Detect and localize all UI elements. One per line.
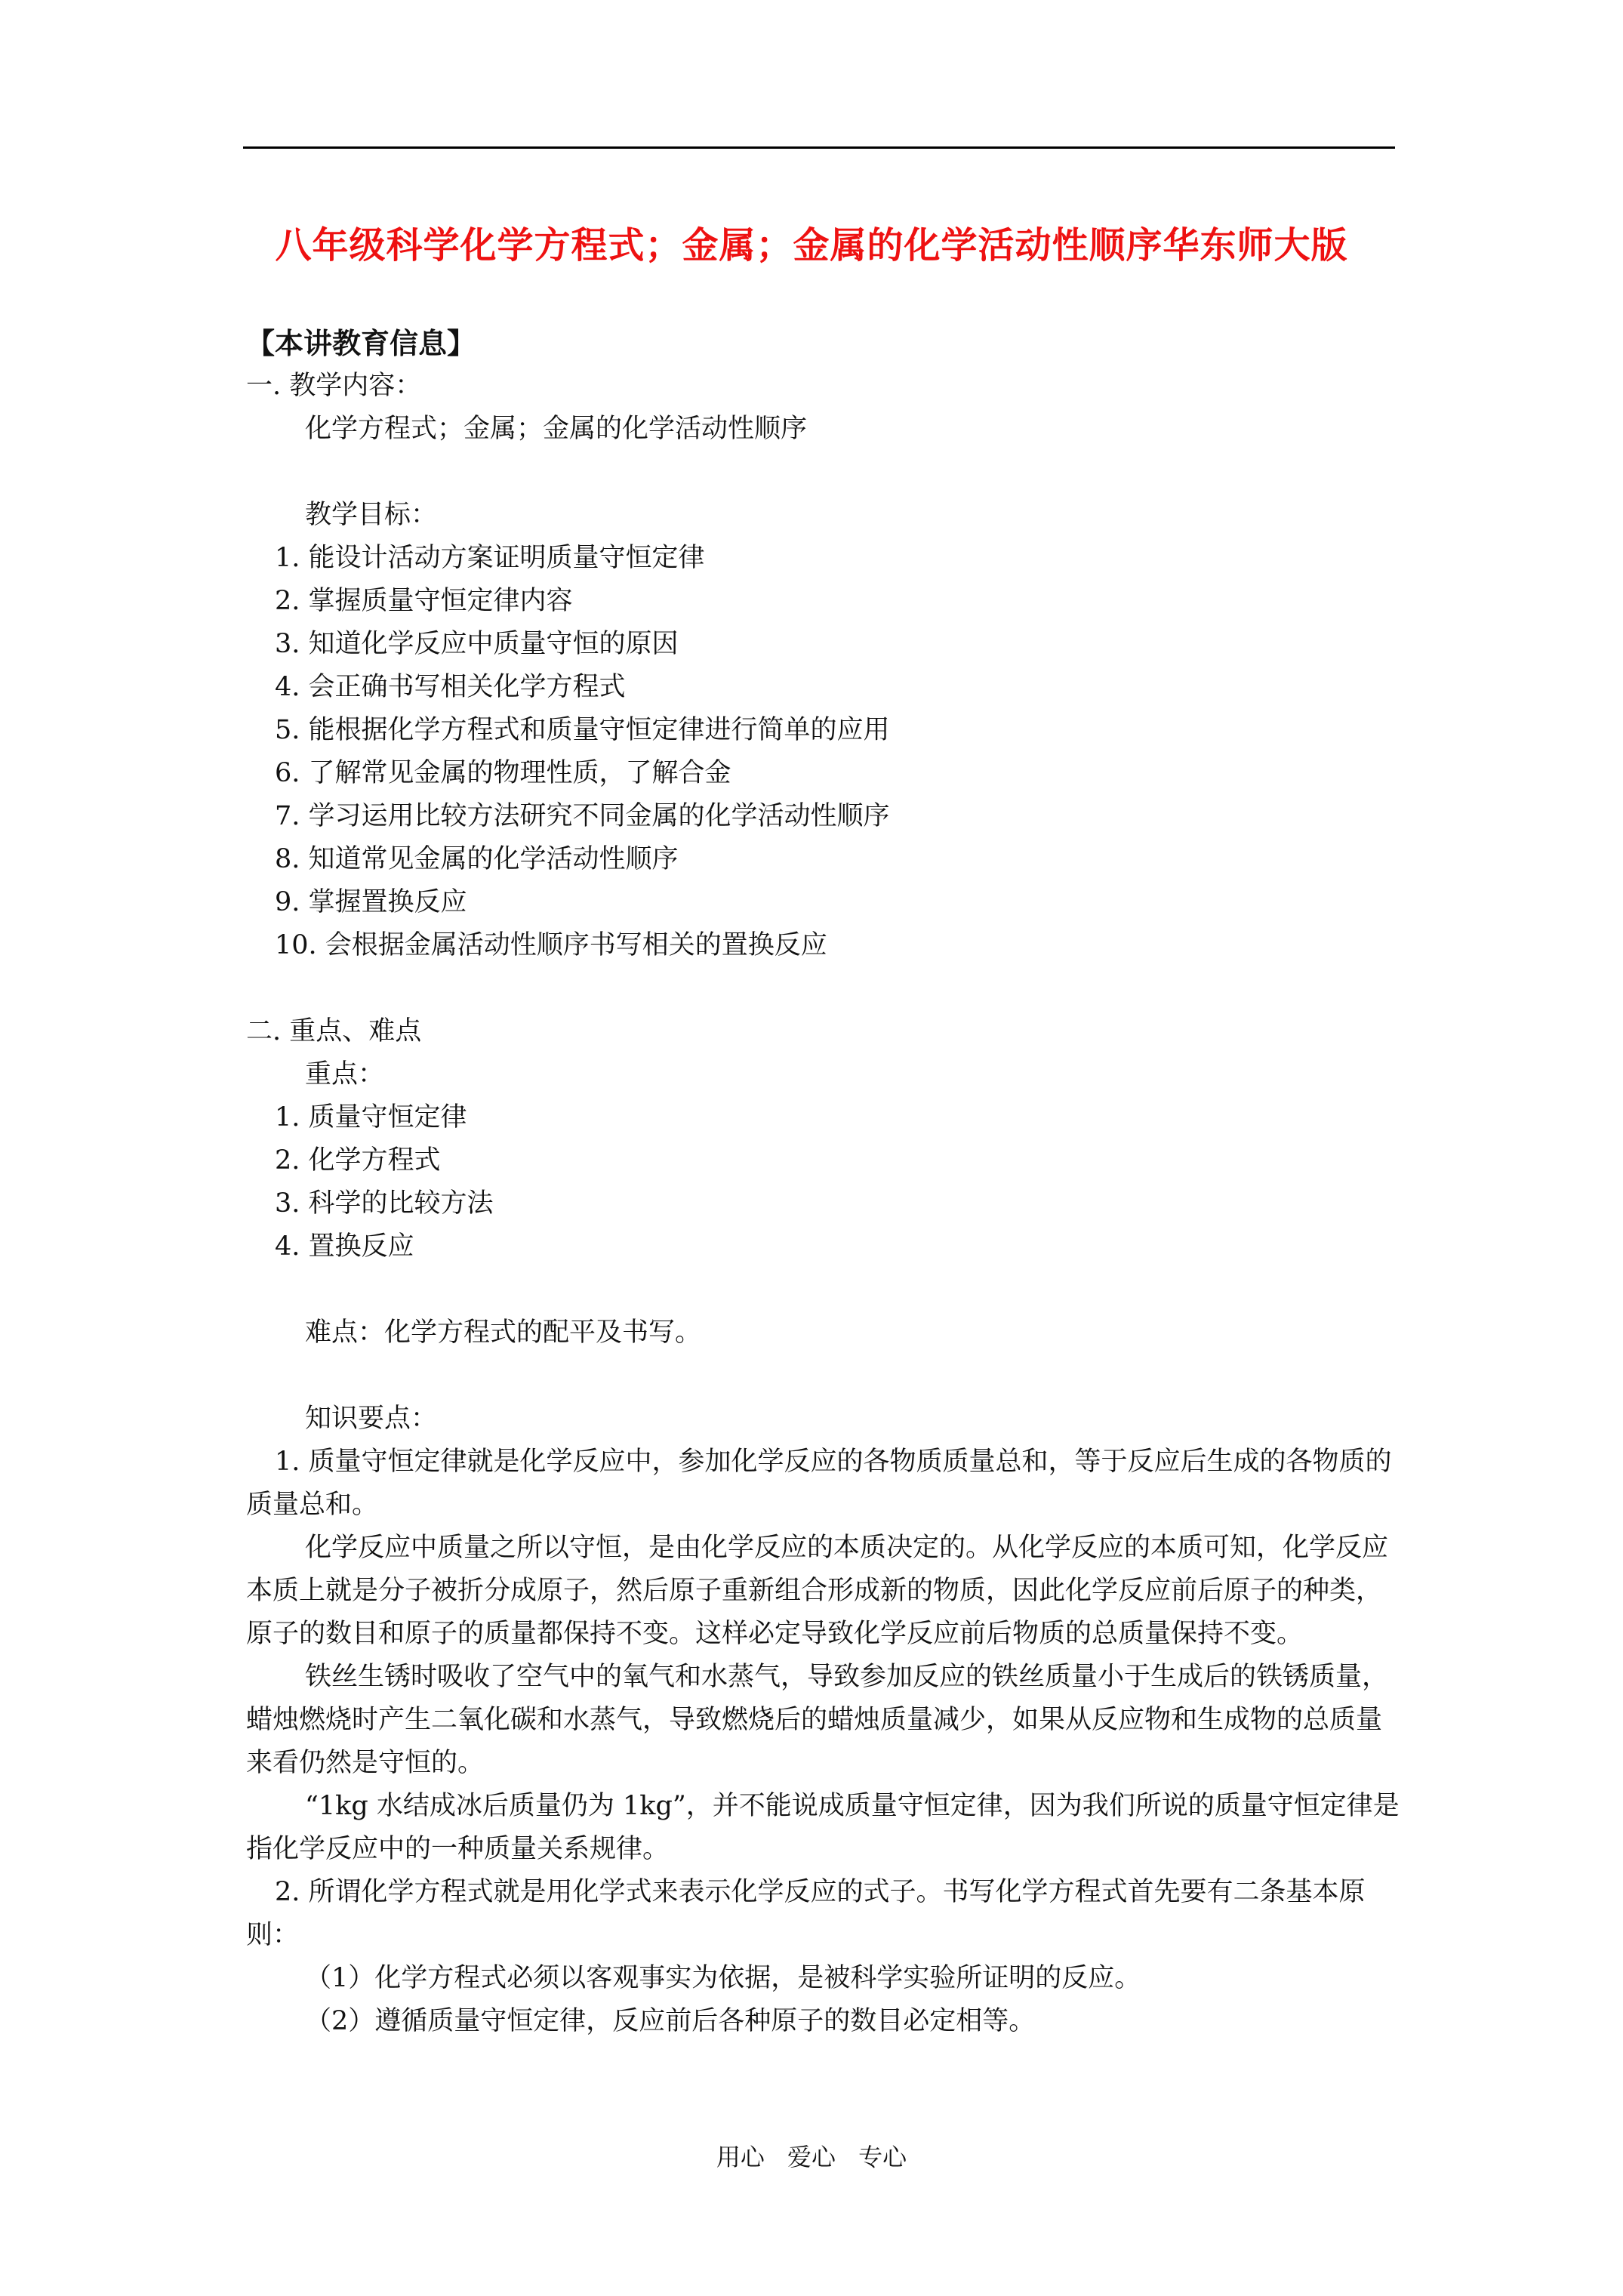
teaching-content: 化学方程式；金属；金属的化学活动性顺序 (305, 414, 808, 444)
knowledge-paragraph: “1kg 水结成冰后质量仍为 1kg”，并不能说成质量守恒定律，因为我们所说的质量守恒定律是指化学反应中的一种质量关系规律。 (246, 1791, 1400, 1864)
goal-item: 4. 会正确书写相关化学方程式 (275, 672, 626, 702)
key-points-heading: 重点： (305, 1059, 385, 1089)
page-footer: 用心 爱心 专心 (716, 2143, 907, 2171)
document-title: 八年级科学化学方程式；金属；金属的化学活动性顺序华东师大版 (275, 224, 1348, 267)
info-header: 【本讲教育信息】 (246, 326, 476, 360)
document-body (246, 322, 1400, 2043)
goal-item: 1. 能设计活动方案证明质量守恒定律 (275, 543, 705, 573)
knowledge-paragraph: 铁丝生锈时吸收了空气中的氧气和水蒸气，导致参加反应的铁丝质量小于生成后的铁锈质量，蜡烛燃烧时产生二氧化碳和水蒸气，导致燃烧后的蜡烛质量减少，如果从反应物和生成物的总质量来看仍然是守恒的。 (246, 1662, 1389, 1778)
goal-item: 8. 知道常见金属的化学活动性顺序 (275, 844, 679, 874)
section-1-heading: 一. 教学内容： (246, 371, 422, 401)
key-point-item: 4. 置换反应 (275, 1231, 414, 1262)
section-2-heading: 二. 重点、难点 (246, 1016, 422, 1046)
principle-1: （1）化学方程式必须以客观事实为依据，是被科学实验所证明的反应。 (305, 1963, 1141, 1993)
goal-item: 6. 了解常见金属的物理性质，了解合金 (275, 758, 731, 788)
key-point-item: 3. 科学的比较方法 (275, 1188, 494, 1219)
knowledge-point-2: 2. 所谓化学方程式就是用化学式来表示化学反应的式子。书写化学方程式首先要有二条基本原则： (246, 1877, 1366, 1950)
goal-item: 5. 能根据化学方程式和质量守恒定律进行简单的应用 (275, 715, 890, 745)
goal-item: 3. 知道化学反应中质量守恒的原因 (275, 629, 679, 659)
key-point-item: 2. 化学方程式 (275, 1145, 441, 1176)
goal-item: 10. 会根据金属活动性顺序书写相关的置换反应 (275, 930, 827, 960)
goal-item: 9. 掌握置换反应 (275, 887, 467, 917)
knowledge-paragraph: 化学反应中质量之所以守恒，是由化学反应的本质决定的。从化学反应的本质可知，化学反应本质上就是分子被折分成原子，然后原子重新组合形成新的物质，因此化学反应前后原子的种类，原子的数目和原子的质量都保持不变。这样必定导致化学反应前后物质的总质量保持不变。 (246, 1533, 1389, 1649)
knowledge-heading: 知识要点： (305, 1404, 438, 1434)
principle-2: （2）遵循质量守恒定律，反应前后各种原子的数目必定相等。 (305, 2006, 1036, 2036)
difficulty-text: 难点：化学方程式的配平及书写。 (305, 1318, 702, 1348)
knowledge-point-1: 1. 质量守恒定律就是化学反应中，参加化学反应的各物质质量总和，等于反应后生成的各物质的质量总和。 (246, 1447, 1392, 1520)
goals-heading: 教学目标： (305, 500, 438, 530)
key-point-item: 1. 质量守恒定律 (275, 1102, 467, 1133)
goal-item: 7. 学习运用比较方法研究不同金属的化学活动性顺序 (275, 801, 890, 831)
goal-item: 2. 掌握质量守恒定律内容 (275, 586, 573, 616)
header-rule (243, 146, 1395, 149)
